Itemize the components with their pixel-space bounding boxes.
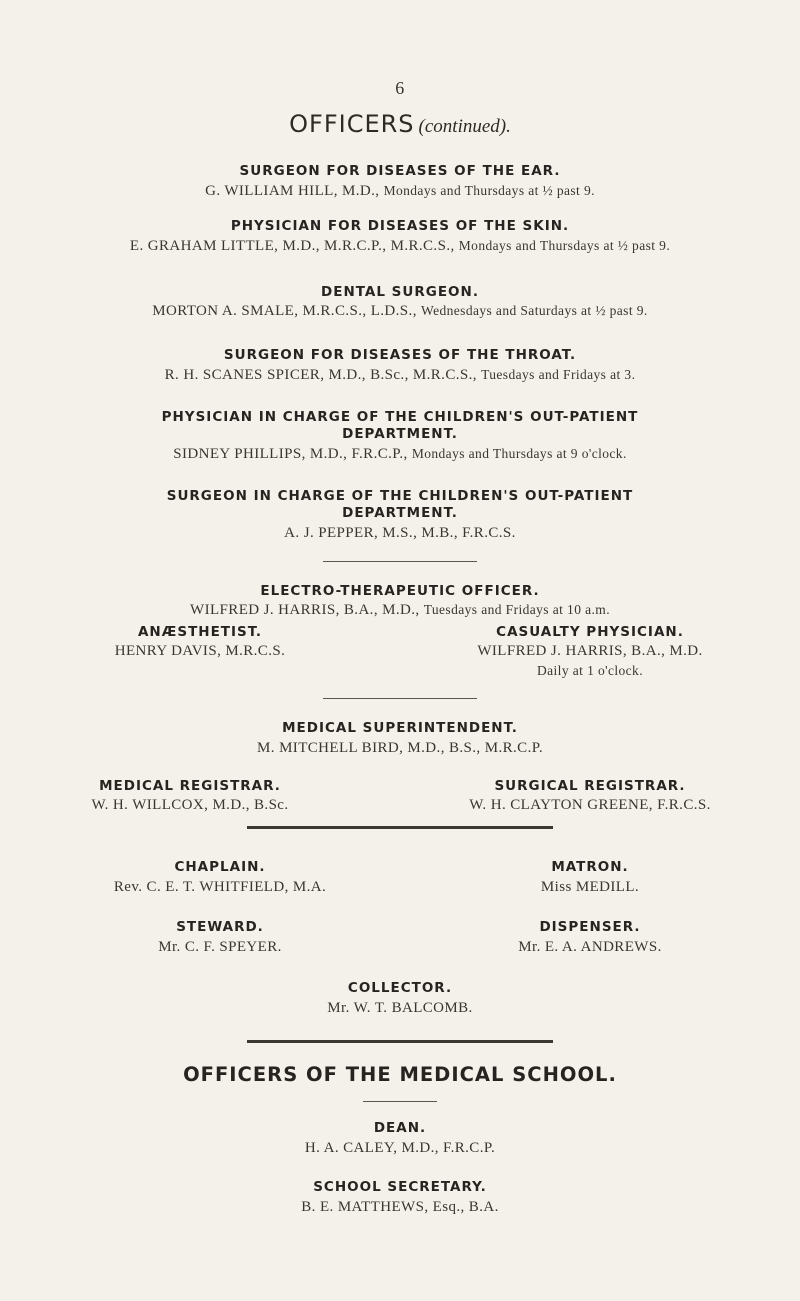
- casualty-name: WILFRED J. HARRIS, B.A., M.D.: [477, 643, 703, 659]
- school-secretary-heading: SCHOOL SECRETARY.: [313, 1179, 487, 1195]
- superintendent-name: M. MITCHELL BIRD, M.D., B.S., M.R.C.P.: [257, 740, 543, 756]
- throat-heading: SURGEON FOR DISEASES OF THE THROAT.: [223, 347, 577, 363]
- surgical-registrar-name: W. H. CLAYTON GREENE, F.R.C.S.: [469, 797, 711, 813]
- medical-registrar-name: W. H. WILLCOX, M.D., B.Sc.: [91, 797, 289, 813]
- dental-note: Wednesdays and Saturdays at ½ past 9.: [421, 303, 648, 318]
- collector-heading: COLLECTOR.: [347, 980, 453, 996]
- steward-name: Mr. C. F. SPEYER.: [158, 939, 282, 955]
- page-title: [0, 110, 800, 138]
- title-continued: (continued).: [418, 116, 511, 137]
- medical-registrar-heading: MEDICAL REGISTRAR.: [99, 778, 281, 794]
- skin-heading: PHYSICIAN FOR DISEASES OF THE SKIN.: [230, 218, 570, 234]
- child-physician-name: SIDNEY PHILLIPS, M.D., F.R.C.P.,: [173, 446, 408, 462]
- superintendent-heading: MEDICAL SUPERINTENDENT.: [282, 720, 518, 736]
- divider-rule: [363, 1101, 437, 1102]
- school-secretary-name: B. E. MATTHEWS, Esq., B.A.: [301, 1199, 499, 1215]
- throat-name: R. H. SCANES SPICER, M.D., B.Sc., M.R.C.S.,: [164, 367, 477, 383]
- dean-heading: DEAN.: [373, 1120, 427, 1136]
- divider-rule: [323, 698, 477, 699]
- skin-note: Mondays and Thursdays at ½ past 9.: [458, 238, 671, 253]
- page-number: 6: [395, 78, 405, 98]
- thick-divider: [247, 826, 553, 829]
- throat-note: Tuesdays and Fridays at 3.: [481, 367, 636, 382]
- child-physician-entry: [0, 446, 800, 463]
- ear-heading: SURGEON FOR DISEASES OF THE EAR.: [239, 163, 561, 179]
- ear-entry: [0, 183, 800, 200]
- child-surgeon-heading-2: DEPARTMENT.: [342, 505, 458, 521]
- surgical-registrar-heading: SURGICAL REGISTRAR.: [494, 778, 686, 794]
- title-main: OFFICERS: [289, 110, 415, 138]
- child-surgeon-heading-1: SURGEON IN CHARGE OF THE CHILDREN'S OUT-PATIENT: [166, 488, 634, 504]
- skin-name: E. GRAHAM LITTLE, M.D., M.R.C.P., M.R.C.S.,: [129, 238, 455, 254]
- chaplain-heading: CHAPLAIN.: [174, 859, 266, 875]
- steward-heading: STEWARD.: [176, 919, 264, 935]
- ear-name: G. WILLIAM HILL, M.D.,: [205, 183, 380, 199]
- dispenser-name: Mr. E. A. ANDREWS.: [518, 939, 662, 955]
- dean-name: H. A. CALEY, M.D., F.R.C.P.: [304, 1140, 496, 1156]
- skin-entry: [0, 238, 800, 255]
- thick-divider: [247, 1040, 553, 1043]
- dental-entry: [0, 303, 800, 320]
- child-physician-note: Mondays and Thursdays at 9 o'clock.: [411, 446, 627, 461]
- electro-entry: [0, 602, 800, 619]
- casualty-note: Daily at 1 o'clock.: [536, 663, 643, 678]
- school-title: OFFICERS OF THE MEDICAL SCHOOL.: [183, 1063, 617, 1086]
- ear-note: Mondays and Thursdays at ½ past 9.: [383, 183, 595, 198]
- child-physician-heading-2: DEPARTMENT.: [342, 426, 458, 442]
- matron-name: Miss MEDILL.: [540, 879, 640, 895]
- throat-entry: [0, 367, 800, 384]
- chaplain-name: Rev. C. E. T. WHITFIELD, M.A.: [113, 879, 327, 895]
- electro-heading: ELECTRO-THERAPEUTIC OFFICER.: [260, 583, 540, 599]
- child-surgeon-name: A. J. PEPPER, M.S., M.B., F.R.C.S.: [284, 525, 516, 541]
- anaesthetist-name: HENRY DAVIS, M.R.C.S.: [114, 643, 286, 659]
- child-physician-heading-1: PHYSICIAN IN CHARGE OF THE CHILDREN'S OUT-PATIENT: [161, 409, 639, 425]
- dispenser-heading: DISPENSER.: [539, 919, 641, 935]
- matron-heading: MATRON.: [551, 859, 629, 875]
- dental-heading: DENTAL SURGEON.: [321, 284, 479, 300]
- electro-name: WILFRED J. HARRIS, B.A., M.D.,: [190, 602, 420, 618]
- collector-name: Mr. W. T. BALCOMB.: [327, 1000, 473, 1016]
- dental-name: MORTON A. SMALE, M.R.C.S., L.D.S.,: [152, 303, 417, 319]
- electro-note: Tuesdays and Fridays at 10 a.m.: [423, 602, 610, 617]
- divider-rule: [323, 561, 477, 562]
- casualty-heading: CASUALTY PHYSICIAN.: [496, 624, 684, 640]
- anaesthetist-heading: ANÆSTHETIST.: [137, 624, 263, 640]
